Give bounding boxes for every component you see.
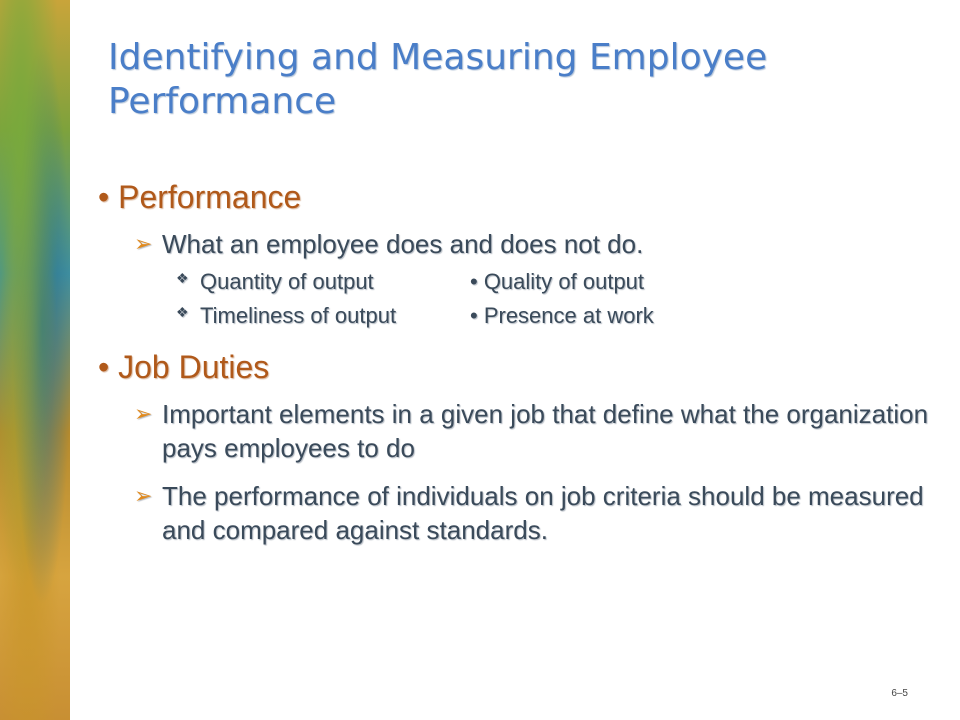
arrowhead-icon: ➢ [134,401,153,426]
performance-item-row [176,303,938,329]
subpoint-performance-definition: ➢ What an employee does and does not do. [134,229,644,259]
item-quality: • Quality of output [470,269,645,294]
performance-item-row [176,269,938,295]
subpoint-job-duties-measurement: ➢ The performance of individuals on job criteria should be measured and compared against standards. [134,481,924,545]
arrowhead-icon: ➢ [134,483,153,508]
item-timeliness: ❖ Timeliness of output [176,303,397,328]
page-number: 6–5 [891,688,908,699]
section-heading-performance: • Performance [98,179,302,215]
item-presence: • Presence at work [470,303,654,328]
diamond-icon: ❖ [176,304,189,320]
bullet-icon: • [98,349,110,385]
arrowhead-icon: ➢ [134,231,153,256]
subpoint-job-duties-definition: ➢ Important elements in a given job that define what the organization pays employees to do [134,399,929,463]
section-heading-job-duties: • Job Duties [98,349,270,385]
bullet-icon: • [98,179,110,215]
slide-body [98,175,938,547]
slide-title: Identifying and Measuring Employee Performance [108,37,768,122]
decorative-side-strip [0,0,70,720]
diamond-icon: ❖ [176,270,189,286]
item-quantity: ❖ Quantity of output [176,269,374,294]
